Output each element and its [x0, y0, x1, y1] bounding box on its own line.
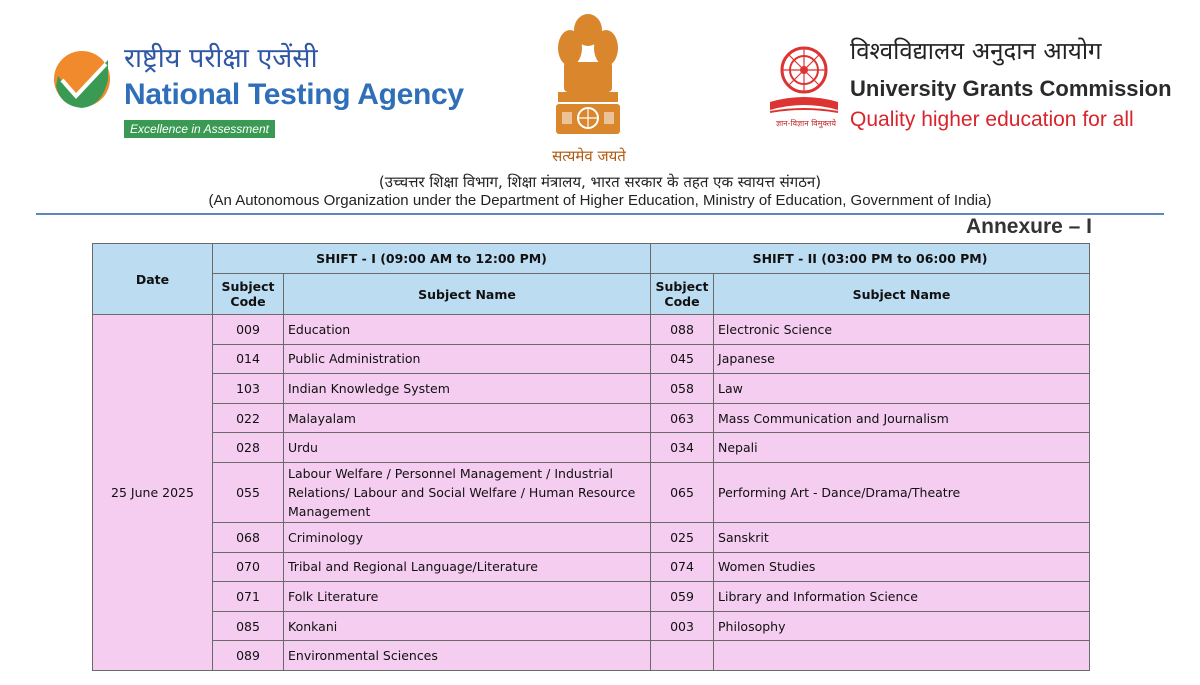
- shift2-subject: Library and Information Science: [714, 582, 1090, 612]
- shift1-subject: Urdu: [284, 433, 651, 463]
- shift1-code: 068: [213, 522, 284, 552]
- shift2-subject: Performing Art - Dance/Drama/Theatre: [714, 462, 1090, 522]
- code-header-line1: Subject: [221, 279, 275, 294]
- subject-line: Relations/ Labour and Social Welfare / Human Resource: [288, 484, 636, 500]
- table-row: [93, 582, 1090, 612]
- shift1-subject: Education: [284, 315, 651, 345]
- table-row: [93, 462, 1090, 522]
- shift2-code: 034: [651, 433, 714, 463]
- shift1-code: 103: [213, 374, 284, 404]
- ugc-tagline: Quality higher education for all: [850, 108, 1134, 131]
- date-header: Date: [93, 244, 213, 315]
- shift2-subject: Electronic Science: [714, 315, 1090, 345]
- ugc-header: [764, 30, 1172, 140]
- shift2-header: SHIFT - II (03:00 PM to 06:00 PM): [651, 244, 1090, 274]
- annexure-label: Annexure – I: [965, 215, 1092, 238]
- shift2-code: 063: [651, 403, 714, 433]
- shift1-name-header: Subject Name: [284, 274, 651, 315]
- shift2-subject: Sanskrit: [714, 522, 1090, 552]
- shift1-header: SHIFT - I (09:00 AM to 12:00 PM): [213, 244, 651, 274]
- shift1-code: 014: [213, 344, 284, 374]
- shift2-subject: Japanese: [714, 344, 1090, 374]
- shift2-code: 088: [651, 315, 714, 345]
- shift2-code: 045: [651, 344, 714, 374]
- shift1-subject: [284, 462, 651, 522]
- table-row: [93, 403, 1090, 433]
- shift1-code: 089: [213, 641, 284, 671]
- exam-schedule-table: [92, 243, 1090, 671]
- shift2-code: 058: [651, 374, 714, 404]
- shift2-subject: Law: [714, 374, 1090, 404]
- shift1-subject: Public Administration: [284, 344, 651, 374]
- code-header-line2: Code: [664, 294, 700, 309]
- shift2-code: 003: [651, 611, 714, 641]
- shift1-subject: Environmental Sciences: [284, 641, 651, 671]
- table-row: [93, 522, 1090, 552]
- table-row: [93, 552, 1090, 582]
- shift2-subject: [714, 641, 1090, 671]
- shift1-code: 028: [213, 433, 284, 463]
- ugc-logo-caption: ज्ञान-विज्ञान विमुक्तये: [775, 119, 837, 128]
- code-header-line2: Code: [230, 294, 266, 309]
- subtitle-english: (An Autonomous Organization under the Department of Higher Education, Ministry of Education, Government of India): [208, 192, 992, 209]
- lion-capital-icon: [548, 8, 628, 140]
- shift1-code: 055: [213, 462, 284, 522]
- subtitle-hindi: (उच्चत्तर शिक्षा विभाग, शिक्षा मंत्रालय, भारत सरकार के तहत एक स्वायत्त संगठन): [378, 173, 822, 191]
- subject-line: Management: [288, 503, 371, 519]
- shift2-subject: Women Studies: [714, 552, 1090, 582]
- shift2-subject: Nepali: [714, 433, 1090, 463]
- shift2-code-header: [651, 274, 714, 315]
- shift1-code: 009: [213, 315, 284, 345]
- shift2-subject: Philosophy: [714, 611, 1090, 641]
- shift1-code: 071: [213, 582, 284, 612]
- ugc-hindi-name: विश्वविद्यालय अनुदान आयोग: [850, 37, 1102, 65]
- shift2-code: 074: [651, 552, 714, 582]
- nta-tagline: Excellence in Assessment: [124, 120, 275, 138]
- subject-line: Labour Welfare / Personnel Management / Industrial: [288, 465, 613, 481]
- shift1-code: 070: [213, 552, 284, 582]
- table-header-row: [93, 244, 1090, 274]
- national-emblem: [544, 8, 634, 168]
- table-row: [93, 344, 1090, 374]
- shift2-subject: Mass Communication and Journalism: [714, 403, 1090, 433]
- exam-date: 25 June 2025: [93, 315, 213, 671]
- code-header-line1: Subject: [655, 279, 709, 294]
- shift2-code: 059: [651, 582, 714, 612]
- emblem-motto: सत्यमेव जयते: [552, 147, 626, 165]
- shift1-subject: Malayalam: [284, 403, 651, 433]
- shift2-code: [651, 641, 714, 671]
- table-row: [93, 641, 1090, 671]
- shift1-subject: Indian Knowledge System: [284, 374, 651, 404]
- nta-logo-icon: [52, 46, 112, 112]
- shift2-code: 065: [651, 462, 714, 522]
- ugc-english-name: University Grants Commission: [850, 76, 1172, 101]
- shift2-code: 025: [651, 522, 714, 552]
- nta-english-name: National Testing Agency: [124, 78, 464, 111]
- table-row: [93, 433, 1090, 463]
- table-row: [93, 374, 1090, 404]
- shift1-code: 085: [213, 611, 284, 641]
- table-subheader-row: [93, 274, 1090, 315]
- shift2-name-header: Subject Name: [714, 274, 1090, 315]
- shift1-subject: Tribal and Regional Language/Literature: [284, 552, 651, 582]
- shift1-subject: Konkani: [284, 611, 651, 641]
- shift1-code-header: [213, 274, 284, 315]
- shift1-subject: Folk Literature: [284, 582, 651, 612]
- table-row: [93, 315, 1090, 345]
- shift1-code: 022: [213, 403, 284, 433]
- nta-hindi-name: राष्ट्रीय परीक्षा एजेंसी: [124, 43, 318, 74]
- table-row: [93, 611, 1090, 641]
- nta-header: [48, 38, 468, 148]
- shift1-subject: Criminology: [284, 522, 651, 552]
